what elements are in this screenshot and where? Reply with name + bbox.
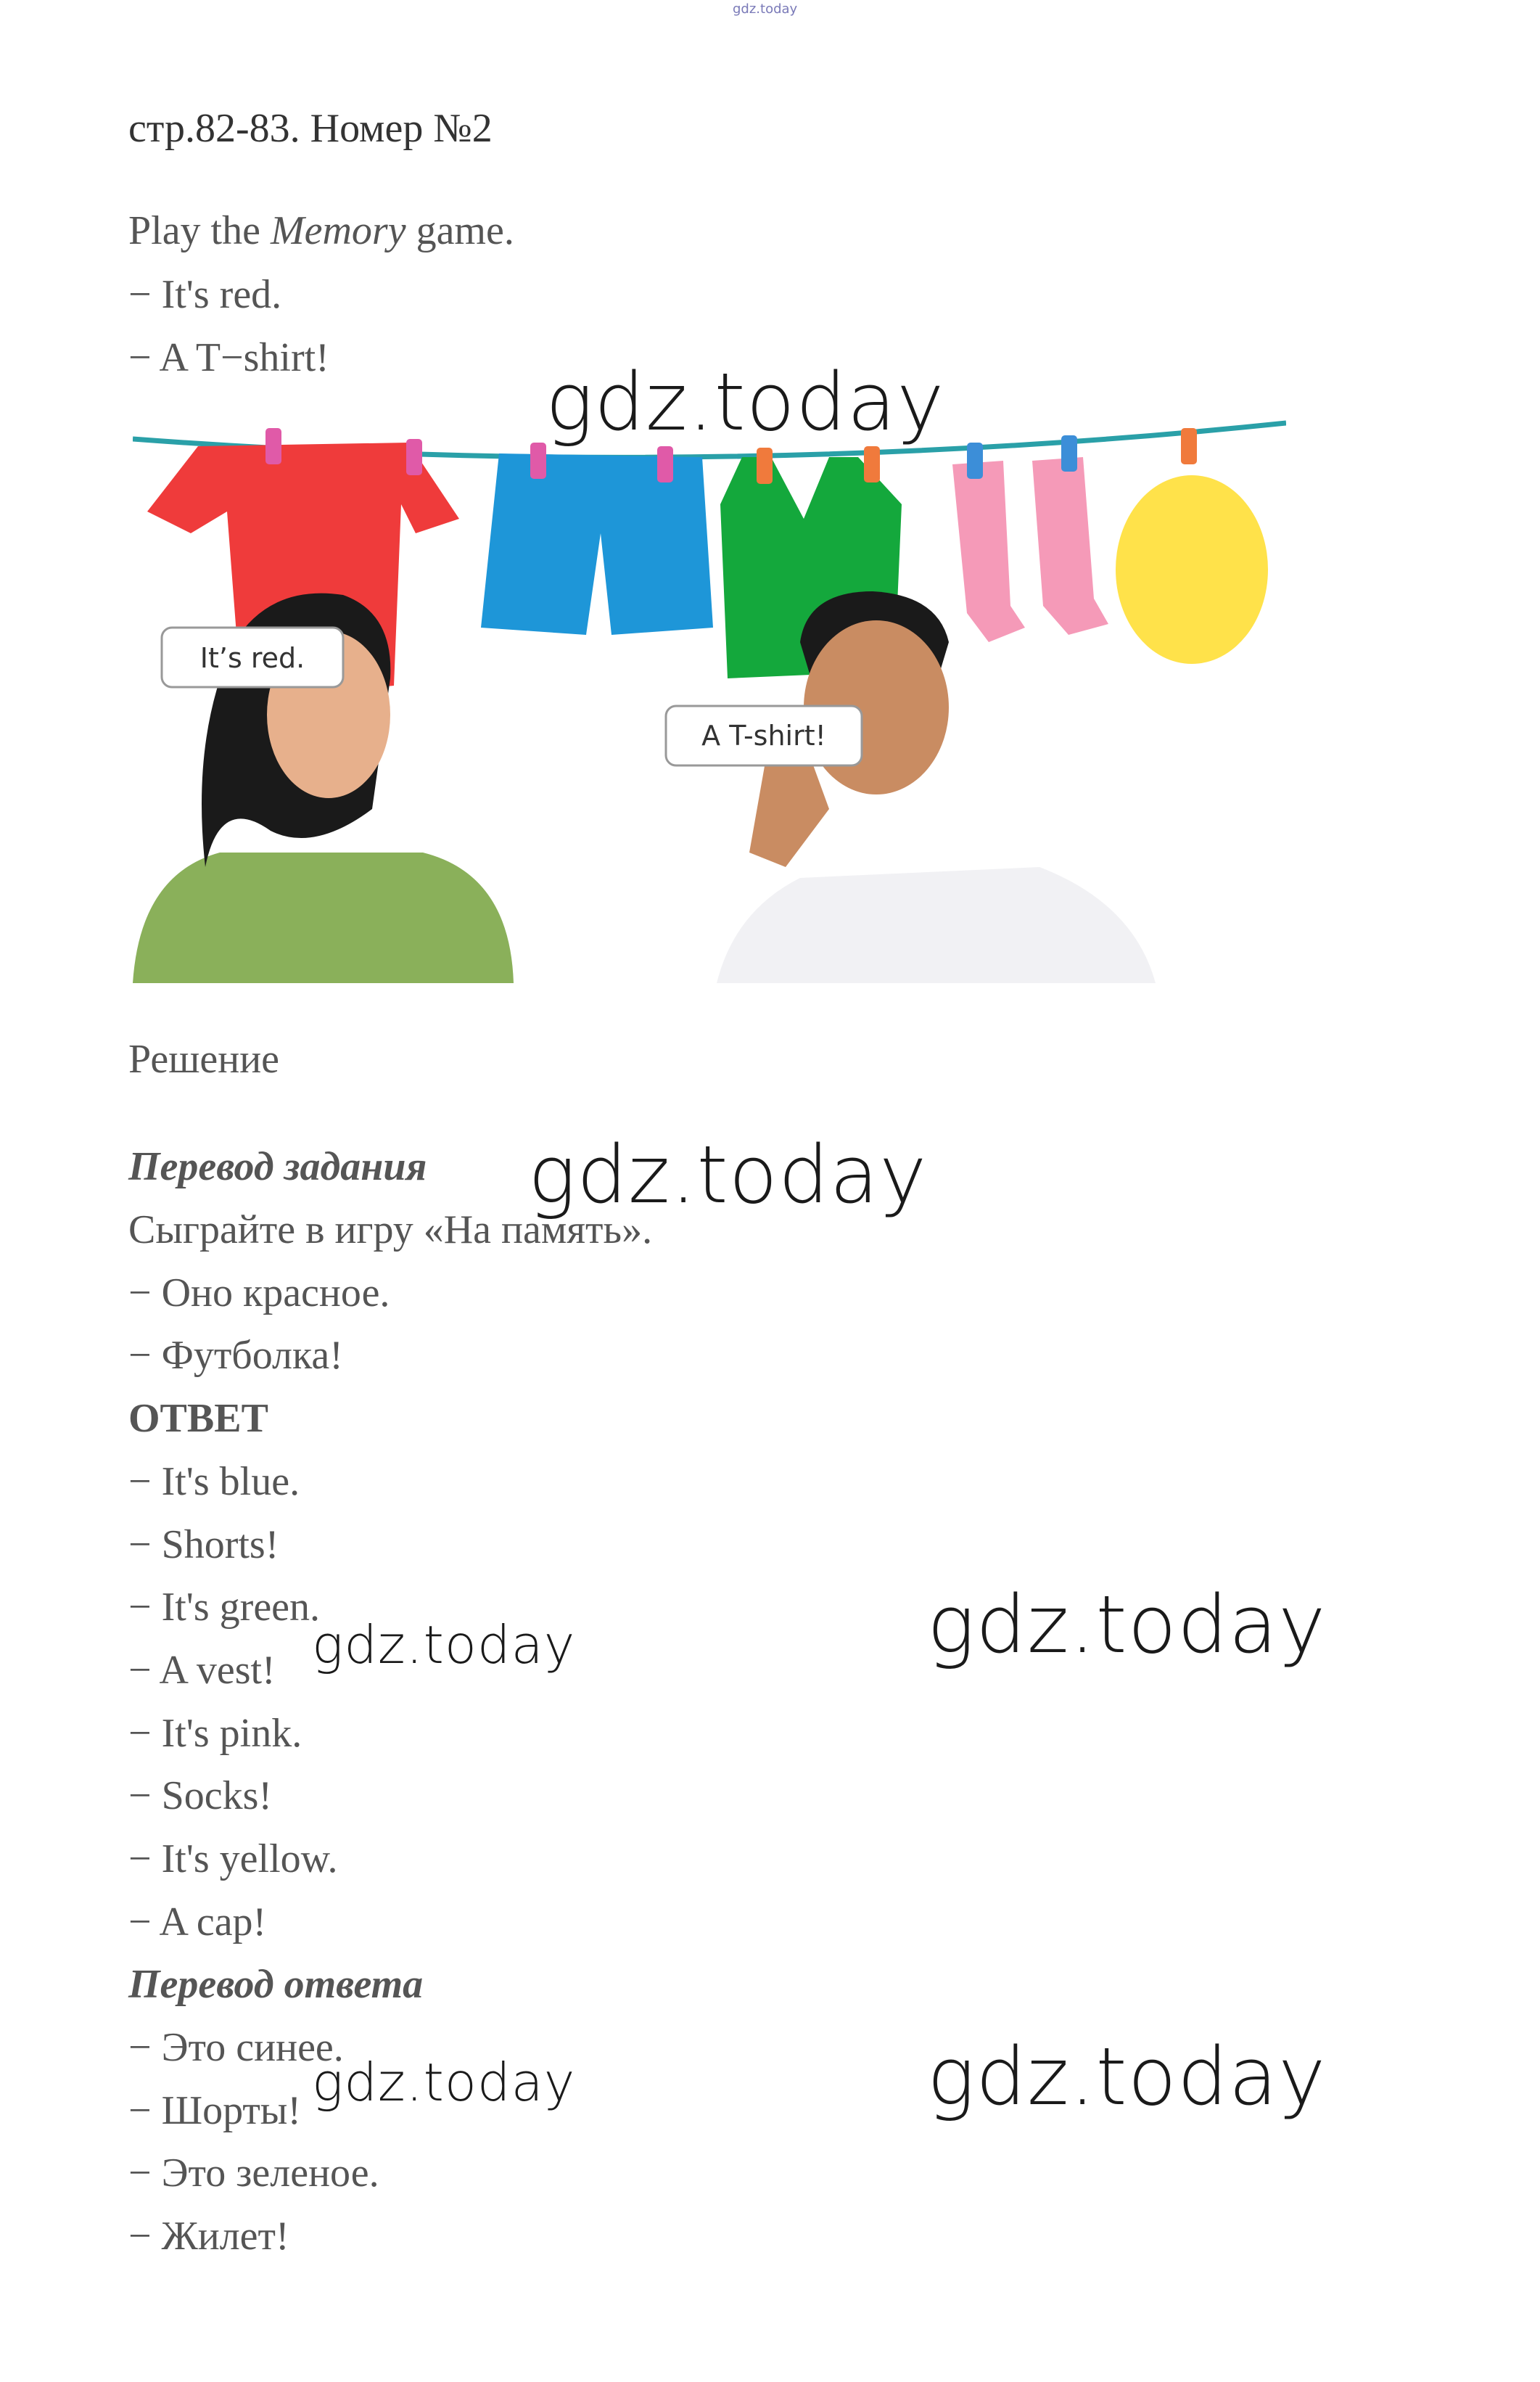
watermark: gdz.today bbox=[528, 1128, 928, 1221]
answer-line: − It's pink. bbox=[128, 1711, 302, 1756]
task-line: − A T−shirt! bbox=[128, 335, 329, 380]
pink-sock-left bbox=[952, 461, 1025, 642]
watermark: gdz.today bbox=[312, 2052, 576, 2113]
translation-heading: Перевод задания bbox=[128, 1144, 427, 1189]
peg bbox=[406, 439, 422, 475]
speech-bubble-boy-text: A T-shirt! bbox=[701, 720, 826, 752]
answer-line: − A vest! bbox=[128, 1648, 276, 1693]
yellow-cap bbox=[1116, 475, 1268, 664]
task-line: − It's red. bbox=[128, 272, 282, 317]
answer-translation-line: − Это синее. bbox=[128, 2025, 344, 2070]
answer-translation-heading: Перевод ответа bbox=[128, 1962, 424, 2007]
girl-shirt bbox=[133, 853, 514, 983]
translation-line: − Футболка! bbox=[128, 1333, 343, 1378]
peg bbox=[265, 428, 281, 464]
translation-line: Сыграйте в игру «На память». bbox=[128, 1207, 653, 1252]
task-intro bbox=[128, 210, 514, 251]
task-intro-prefix: Play the bbox=[128, 208, 271, 253]
answer-line: − Socks! bbox=[128, 1773, 273, 1818]
pink-sock-right bbox=[1032, 457, 1108, 635]
peg bbox=[1181, 428, 1197, 464]
answer-translation-line: − Шорты! bbox=[128, 2088, 302, 2133]
peg bbox=[1061, 435, 1077, 472]
task-intro-suffix: game. bbox=[405, 208, 514, 253]
answer-line: − Shorts! bbox=[128, 1522, 279, 1567]
watermark: gdz.today bbox=[545, 356, 945, 448]
peg bbox=[757, 448, 773, 484]
peg bbox=[657, 446, 673, 482]
answer-line: − A cap! bbox=[128, 1900, 267, 1944]
translation-line: − Оно красное. bbox=[128, 1270, 390, 1315]
solution-heading: Решение bbox=[128, 1037, 280, 1082]
answer-line: − It's blue. bbox=[128, 1459, 300, 1504]
clothesline-illustration bbox=[133, 403, 1286, 983]
peg bbox=[864, 446, 880, 482]
blue-shorts bbox=[481, 453, 713, 635]
watermark: gdz.today bbox=[312, 1614, 576, 1675]
answer-heading: ОТВЕТ bbox=[128, 1396, 268, 1441]
answer-translation-line: − Это зеленое. bbox=[128, 2151, 379, 2196]
boy-shirt bbox=[717, 867, 1156, 983]
answer-translation-line: − Жилет! bbox=[128, 2214, 289, 2259]
peg bbox=[967, 443, 983, 479]
task-intro-italic: Memory bbox=[270, 208, 406, 253]
watermark: gdz.today bbox=[927, 1578, 1327, 1671]
speech-bubble-girl-text: It’s red. bbox=[199, 642, 305, 674]
page-title: стр.82-83. Номер №2 bbox=[128, 106, 493, 151]
peg bbox=[530, 443, 546, 479]
answer-line: − It's green. bbox=[128, 1585, 321, 1630]
site-tag: gdz.today bbox=[733, 1, 798, 17]
answer-line: − It's yellow. bbox=[128, 1836, 338, 1881]
watermark: gdz.today bbox=[927, 2030, 1327, 2123]
